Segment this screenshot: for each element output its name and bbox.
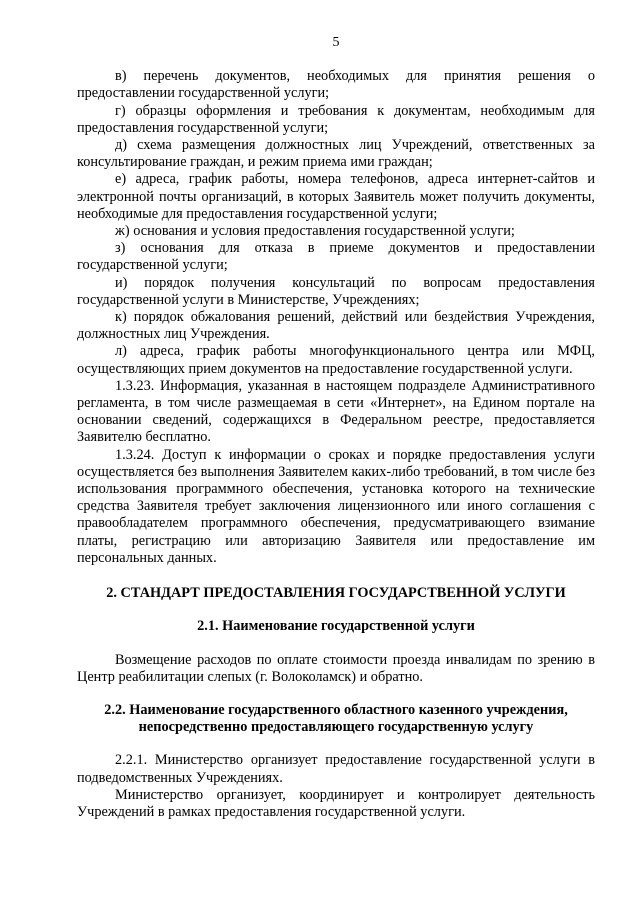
paragraph-ministry: Министерство организует, координирует и контролирует деятельность Учреждений в рамках предоставления государственной услуги. [77,786,595,820]
list-item: к) порядок обжалования решений, действий или бездействия Учреждения, должностных лиц Учреждения. [77,309,595,343]
list-item: д) схема размещения должностных лиц Учреждений, ответственных за консультирование граждан, и режим приема ими граждан; [77,137,595,171]
subsection-2-1-text: Возмещение расходов по оплате стоимости проезда инвалидам по зрению в Центр реабилитации слепых (г. Волоколамск) и обратно. [77,651,595,685]
list-item: з) основания для отказа в приеме документов и предоставлении государственной услуги; [77,240,595,274]
list-item: ж) основания и условия предоставления государственной услуги; [115,223,515,240]
page-number: 5 [332,35,340,50]
subsection-heading-2-1: 2.1. Наименование государственной услуги [197,618,475,635]
paragraph-1-3-23: 1.3.23. Информация, указанная в настоящем подразделе Административного регламента, в том числе размещаемая в сети «Интернет», на Едином портале на основании сведений, содержащихся в Федеральном реестре, предоставляется Заявителю бесплатно. [77,377,595,446]
subsection-heading-2-2 [77,702,595,736]
paragraph-group [77,378,595,567]
subsection-heading-line: непосредственно предоставляющего государственную услугу [138,719,534,736]
paragraph-1-3-24: 1.3.24. Доступ к информации о сроках и порядке предоставления услуги осуществляется без выполнения Заявителем каких-либо требований, в том числе без использования программного обеспечения, установка которого на технические средства Заявителя требует заключения лицензионного или иного соглашения с правообладателем программного обеспечения, предусматривающего взимание платы, регистрацию или авторизацию Заявителя или предоставление им персональных данных. [77,446,595,566]
paragraph-2-2-1: 2.2.1. Министерство организует предоставление государственной услуги в подведомственных Учреждениях. [77,752,595,786]
section-heading: 2. СТАНДАРТ ПРЕДОСТАВЛЕНИЯ ГОСУДАРСТВЕННОЙ УСЛУГИ [106,585,566,602]
list-item: е) адреса, график работы, номера телефонов, адреса интернет-сайтов и электронной почты организаций, в которых Заявитель может получить документы, необходимые для предоставления государственной услуги; [77,171,595,222]
list-item: г) образцы оформления и требования к документам, необходимым для предоставления государственной услуги; [77,102,595,136]
list-item: л) адреса, график работы многофункционального центра или МФЦ, осуществляющих прием документов на предоставление государственной услуги. [77,343,595,377]
subsection-heading-line: 2.2. Наименование государственного областного казенного учреждения, [104,701,568,718]
info-list [77,68,595,378]
document-page [77,34,595,821]
list-item: и) порядок получения консультаций по вопросам предоставления государственной услуги в Министерстве, Учреждениях; [77,274,595,308]
list-item: в) перечень документов, необходимых для принятия решения о предоставлении государственной услуги; [77,68,595,102]
